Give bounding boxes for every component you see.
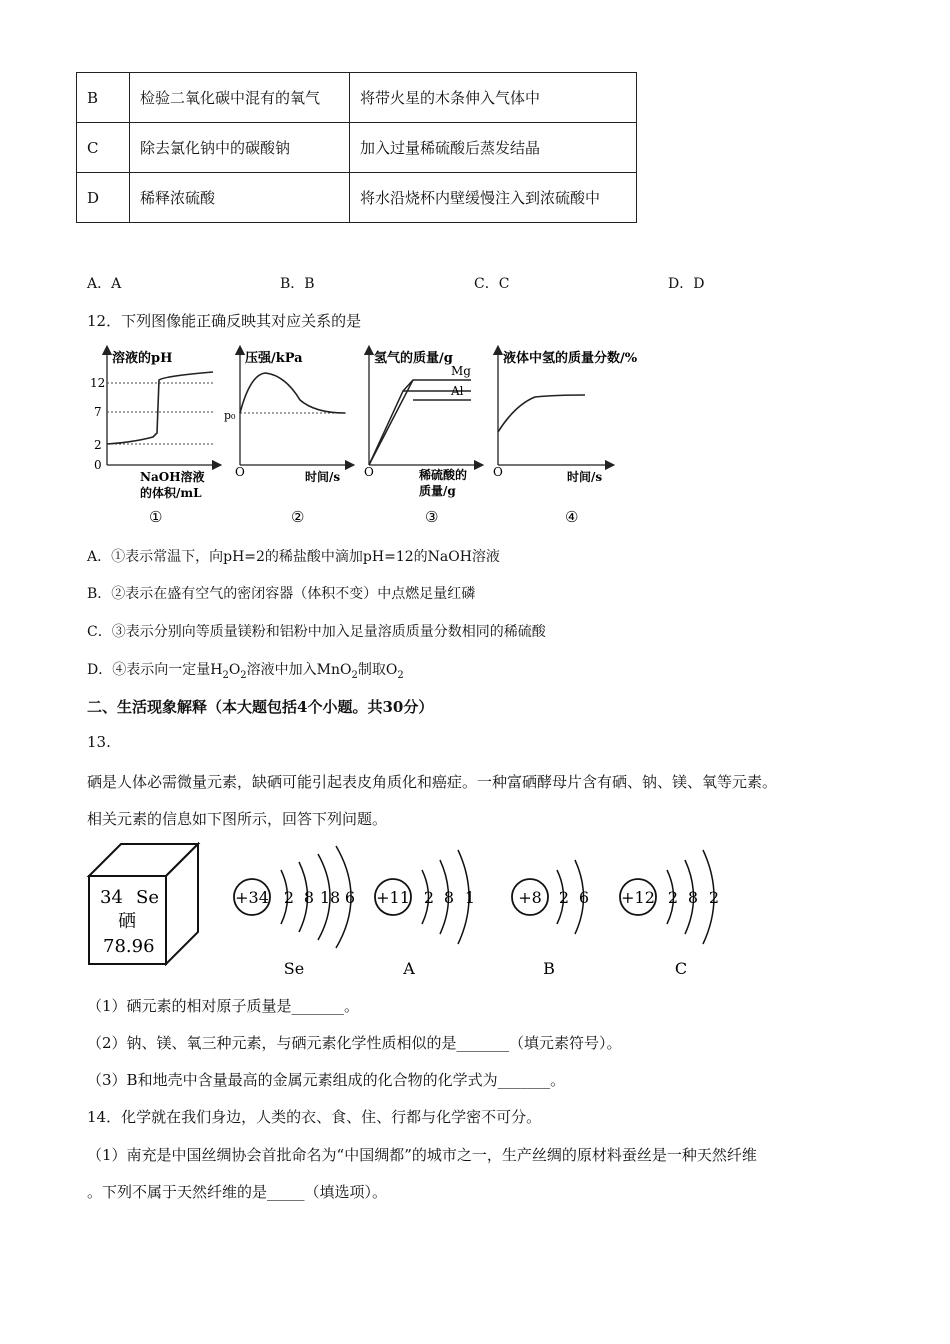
question-13-sub-2: （2）钠、镁、氧三种元素，与硒元素化学性质相似的是_______（填元素符号）。	[87, 1034, 622, 1052]
graph-2-p0: p₀	[224, 409, 236, 422]
subscript: 2	[351, 669, 358, 681]
shell-electrons: 6	[344, 888, 356, 907]
table-cell: 加入过量稀硫酸后蒸发结晶	[350, 123, 637, 173]
graph-3-line-mg	[369, 391, 471, 465]
element-diagram	[86, 840, 746, 985]
element-symbol: Se	[136, 887, 159, 908]
shell-electrons: 8	[687, 888, 699, 907]
choice-a: A．A	[87, 276, 122, 292]
q12-option-d-text: 溶液中加入MnO	[246, 662, 352, 678]
table-cell: D	[77, 173, 130, 223]
graph-1-tick-0: 0	[94, 458, 102, 472]
graph-2-number: ②	[291, 508, 305, 526]
question-14-sub-1: （1）南充是中国丝绸协会首批命名为“中国绸都”的城市之一，生产丝绸的原材料蚕丝是一种天然纤维	[87, 1146, 757, 1164]
shell-electrons: 2	[423, 888, 435, 907]
table-cell: 除去氯化钠中的碳酸钠	[130, 123, 350, 173]
graph-3-mg-label: Mg	[451, 364, 471, 378]
q12-option-d	[87, 659, 404, 681]
graph-3-xlabel-2: 质量/g	[419, 484, 456, 498]
nucleus-charge: +34	[235, 888, 269, 907]
graph-1-xlabel-2: 的体积/mL	[140, 486, 202, 500]
shell-electrons: 18	[319, 888, 341, 907]
question-13-sub-3: （3）B和地壳中含量最高的金属元素组成的化合物的化学式为_______。	[87, 1071, 566, 1089]
graph-2-xlabel: 时间/s	[305, 470, 341, 484]
atom-b	[512, 860, 589, 978]
graph-4-curve	[498, 395, 585, 432]
nucleus-charge: +11	[376, 888, 410, 907]
table-cell: B	[77, 73, 130, 123]
atom-label: Se	[283, 959, 305, 978]
options-table	[76, 72, 637, 223]
choice-b: B．B	[280, 276, 315, 292]
graph-1-tick-7: 7	[94, 405, 102, 419]
q12-option-d-text: D．④表示向一定量H	[87, 662, 223, 678]
subscript: 2	[397, 669, 404, 681]
question-13-intro: 硒是人体必需微量元素，缺硒可能引起表皮角质化和癌症。一种富硒酵母片含有硒、钠、镁、氧等元素。	[87, 773, 778, 791]
graph-1-xlabel: NaOH溶液	[140, 470, 205, 484]
graph-3-xlabel: 稀硫酸的	[419, 468, 468, 482]
table-cell: C	[77, 123, 130, 173]
graph-1-tick-2: 2	[94, 438, 102, 452]
subscript: 2	[240, 669, 247, 681]
question-13-number: 13.	[87, 733, 111, 751]
atom-se	[234, 846, 355, 978]
q12-option-a: A．①表示常温下，向pH=2的稀盐酸中滴加pH=12的NaOH溶液	[87, 549, 500, 565]
question-14-stem: 14．化学就在我们身边，人类的衣、食、住、行都与化学密不可分。	[87, 1108, 542, 1126]
graph-1-tick-12: 12	[90, 376, 106, 390]
graph-4-ylabel: 液体中氢的质量分数/%	[503, 351, 638, 366]
table-row	[77, 173, 637, 223]
table-cell: 将带火星的木条伸入气体中	[350, 73, 637, 123]
nucleus-charge: +12	[621, 888, 655, 907]
atom-label: A	[403, 959, 415, 978]
shell-electrons: 8	[303, 888, 315, 907]
graph-4-xlabel: 时间/s	[567, 470, 603, 484]
nucleus-charge: +8	[518, 888, 542, 907]
question-13-sub-1: （1）硒元素的相对原子质量是_______。	[87, 997, 360, 1015]
atom-a	[375, 850, 475, 978]
graph-2-origin: O	[235, 465, 245, 479]
atom-label: C	[674, 959, 688, 978]
table-cell: 将水沿烧杯内壁缓慢注入到浓硫酸中	[350, 173, 637, 223]
graph-3-al-label: Al	[451, 384, 464, 398]
element-number: 34	[100, 887, 123, 908]
table-cell: 稀释浓硫酸	[130, 173, 350, 223]
shell-electrons: 2	[283, 888, 295, 907]
shell-electrons: 8	[443, 888, 455, 907]
q12-option-b: B．②表示在盛有空气的密闭容器（体积不变）中点燃足量红磷	[87, 586, 476, 602]
graph-4	[493, 350, 638, 526]
subscript: 2	[222, 669, 229, 681]
graph-4-number: ④	[565, 508, 579, 526]
shell-electrons: 6	[578, 888, 590, 907]
shell-electrons: 2	[558, 888, 570, 907]
question-12-stem: 12．下列图像能正确反映其对应关系的是	[87, 312, 362, 330]
graph-1-number: ①	[149, 508, 163, 526]
shell-electrons: 2	[708, 888, 720, 907]
table-cell: 检验二氧化碳中混有的氧气	[130, 73, 350, 123]
graph-1	[90, 350, 217, 526]
graph-4-origin: O	[493, 465, 503, 479]
q12-graphs	[85, 345, 685, 530]
element-mass: 78.96	[103, 936, 155, 957]
element-card-se	[89, 844, 198, 964]
graph-3-number: ③	[425, 508, 439, 526]
element-name: 硒	[118, 911, 136, 932]
shell-electrons: 1	[464, 888, 476, 907]
choice-c: C．C	[474, 276, 510, 292]
section-heading: 二、生活现象解释（本大题包括4个小题。共30分）	[87, 698, 434, 716]
atom-c	[620, 850, 719, 978]
question-13-intro-2: 相关元素的信息如下图所示，回答下列问题。	[87, 810, 388, 828]
q12-option-d-text: O	[228, 662, 241, 678]
choice-d: D．D	[668, 276, 705, 292]
q12-option-d-text: 制取O	[357, 662, 398, 678]
q12-option-c: C．③表示分别向等质量镁粉和铝粉中加入足量溶质质量分数相同的稀硫酸	[87, 624, 546, 640]
graph-1-ylabel: 溶液的pH	[112, 351, 173, 366]
atom-label: B	[543, 959, 555, 978]
graph-2	[224, 350, 350, 526]
table-row	[77, 123, 637, 173]
graph-2-ylabel: 压强/kPa	[245, 351, 303, 366]
graph-3-ylabel: 氢气的质量/g	[374, 351, 453, 366]
table-row	[77, 73, 637, 123]
shell-electrons: 2	[667, 888, 679, 907]
graph-3-origin: O	[364, 465, 374, 479]
graph-3	[364, 350, 479, 526]
graph-2-curve	[240, 373, 345, 413]
question-14-sub-1-cont: 。下列不属于天然纤维的是_____（填选项）。	[87, 1183, 388, 1201]
